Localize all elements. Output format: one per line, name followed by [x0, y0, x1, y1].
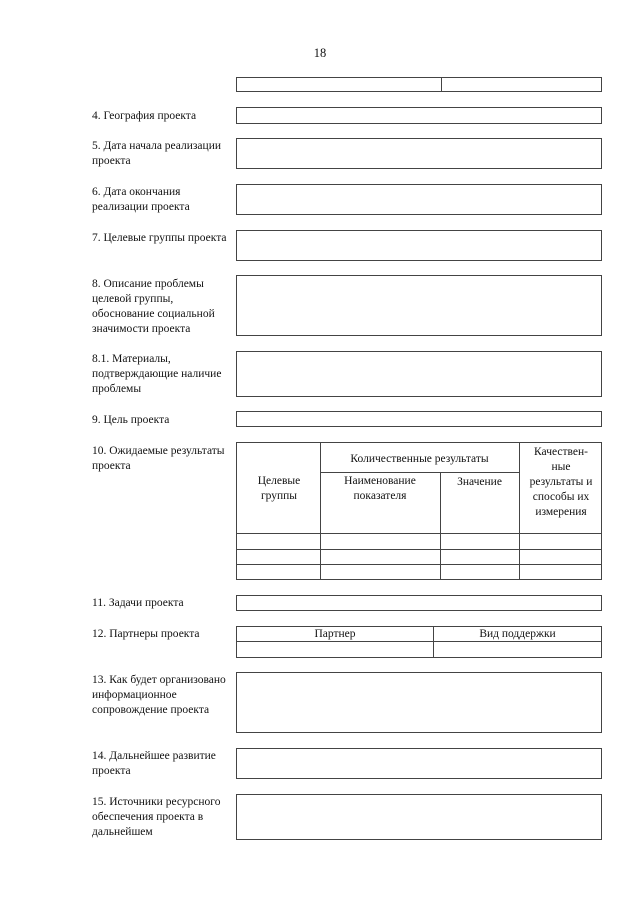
header-quantitative-results: Количественные результаты	[350, 453, 489, 465]
label-problem-materials: 8.1. Материалы, подтверждающие наличие проблемы	[92, 353, 222, 395]
label-project-tasks: 11. Задачи проекта	[92, 597, 184, 609]
label-further-development: 14. Дальнейшее развитие проекта	[92, 750, 216, 777]
label-resource-sources: 15. Источники ресурсного обеспечения проекта в дальнейшем	[92, 796, 221, 838]
header-indicator-name: Наименование показателя	[344, 475, 416, 502]
label-target-groups: 7. Целевые группы проекта	[92, 232, 227, 244]
header-qualitative-results: Качествен-ные результаты и способы их измерения	[529, 446, 593, 518]
header-value: Значение	[457, 476, 502, 488]
target-groups-field[interactable]	[236, 230, 602, 261]
project-geography-field[interactable]	[236, 107, 602, 124]
label-problem-description: 8. Описание проблемы целевой группы, обоснование социальной значимости проекта	[92, 278, 215, 335]
project-tasks-field[interactable]	[236, 595, 602, 611]
project-partners-table[interactable]	[236, 626, 602, 658]
label-project-goal: 9. Цель проекта	[92, 414, 170, 426]
header-target-groups: Целевые группы	[257, 475, 301, 502]
resource-sources-field[interactable]	[236, 794, 602, 840]
label-expected-results: 10. Ожидаемые результаты проекта	[92, 445, 225, 472]
label-project-partners: 12. Партнеры проекта	[92, 628, 200, 640]
expected-results-table[interactable]	[236, 442, 602, 580]
page-number: 18	[313, 46, 327, 60]
end-date-field[interactable]	[236, 184, 602, 215]
start-date-field[interactable]	[236, 138, 602, 169]
project-goal-field[interactable]	[236, 411, 602, 427]
header-partner: Партнер	[314, 628, 356, 640]
further-development-field[interactable]	[236, 748, 602, 779]
problem-description-field[interactable]	[236, 275, 602, 336]
label-project-geography: 4. География проекта	[92, 110, 197, 122]
label-info-support: 13. Как будет организовано информационное сопровождение проекта	[92, 674, 226, 716]
header-support-type: Вид поддержки	[479, 628, 556, 640]
label-start-date: 5. Дата начала реализации проекта	[92, 140, 222, 167]
problem-materials-field[interactable]	[236, 351, 602, 397]
info-support-field[interactable]	[236, 672, 602, 733]
top-table-row[interactable]	[236, 77, 602, 92]
label-end-date: 6. Дата окончания реализации проекта	[92, 186, 190, 213]
